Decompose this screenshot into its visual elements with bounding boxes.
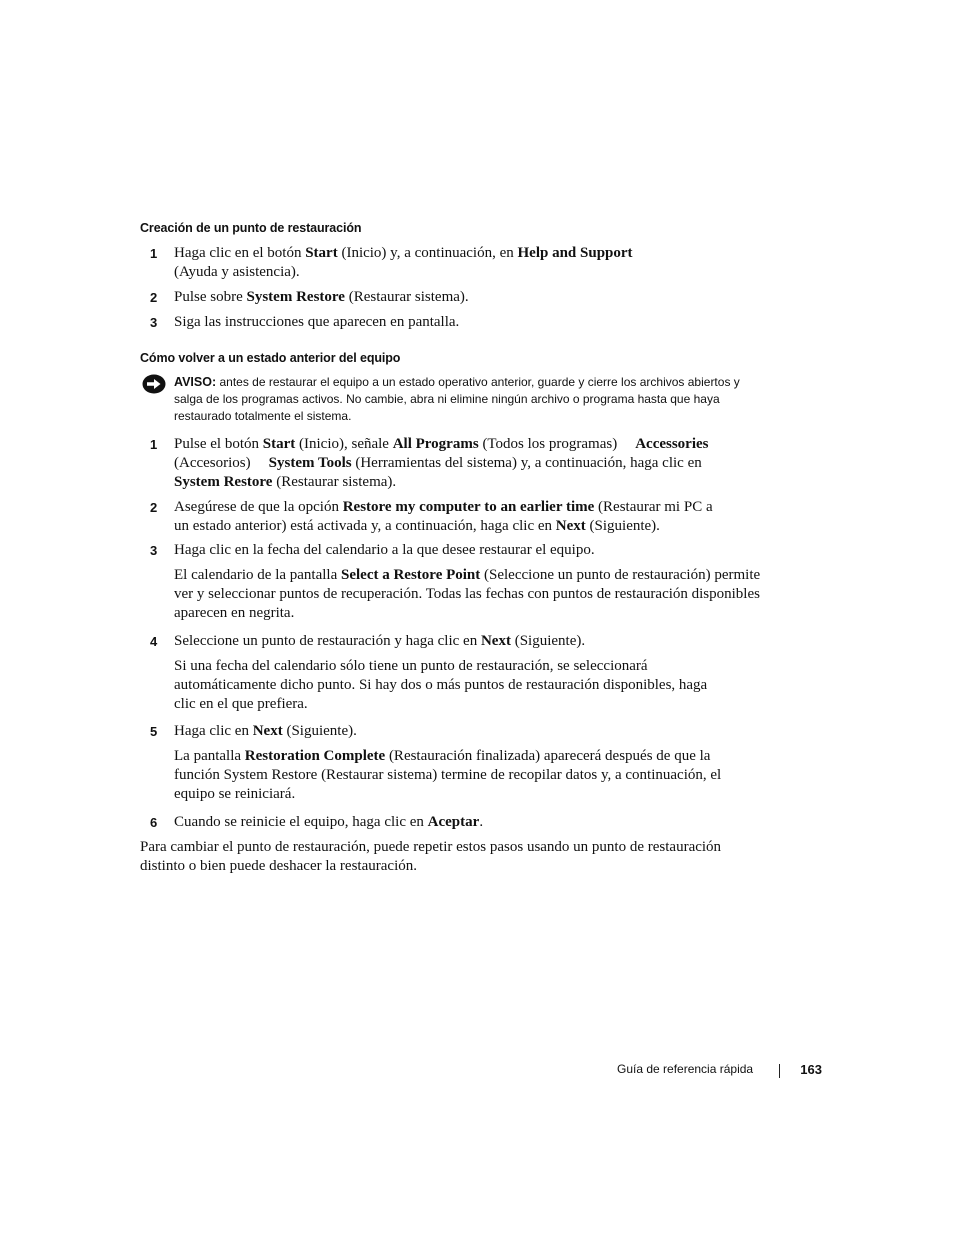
step-detail: Si una fecha del calendario sólo tiene un punto de restauración, se seleccionará automáticamente dicho punto. Si hay dos o más puntos de restauración disponibles, haga clic en el que prefiera. [174, 658, 708, 712]
footer-separator [779, 1064, 780, 1078]
notice-text: AVISO: antes de restaurar el equipo a un estado operativo anterior, guarde y cierre los archivos abiertos y salga de los programas activos. No cambie, abra ni elimine ningún archivo o programa hasta que haya restaurado totalmente el sistema. [174, 375, 740, 423]
step-number: 2 [150, 500, 158, 515]
list-item [140, 632, 760, 651]
step-detail: La pantalla Restoration Complete (Restauración finalizada) aparecerá después de que la función System Restore (Restaurar sistema) termine de recopilar datos y, a continuación, el equipo se reiniciará. [174, 748, 722, 802]
list-item [140, 722, 760, 741]
step-text: Haga clic en el botón Start (Inicio) y, a continuación, en Help and Support (Ayuda y asistencia). [174, 245, 633, 280]
step-number: 4 [150, 634, 158, 649]
step-text: Haga clic en la fecha del calendario a la que desee restaurar el equipo. [174, 542, 595, 558]
step-number: 2 [150, 290, 158, 305]
step-number: 5 [150, 724, 158, 739]
step-number: 1 [150, 437, 158, 452]
step-text: Pulse sobre System Restore (Restaurar sistema). [174, 289, 469, 305]
closing-paragraph: Para cambiar el punto de restauración, puede repetir estos pasos usando un punto de restauración distinto o bien puede deshacer la restauración. [140, 839, 722, 874]
step-text: Siga las instrucciones que aparecen en pantalla. [174, 314, 460, 330]
page-number: 163 [800, 1062, 822, 1077]
step-number: 3 [150, 315, 158, 330]
step-number: 6 [150, 815, 158, 830]
step-text: Pulse el botón Start (Inicio), señale All Programs (Todos los programas) Accessories (Accesorios) System Tools (Herramientas del sistema) y, a continuación, haga clic en System Restore (Restaurar sistema). [174, 436, 709, 490]
step-detail: El calendario de la pantalla Select a Restore Point (Seleccione un punto de restauración) permite ver y seleccionar puntos de recuperación. Todas las fechas con puntos de restauración disponibles aparecen en negrita. [174, 567, 761, 621]
list-item [140, 541, 760, 560]
notice-box [142, 374, 742, 425]
footer-title: Guía de referencia rápida [617, 1062, 754, 1076]
list-item [140, 313, 760, 332]
step-number: 3 [150, 543, 158, 558]
list-item [140, 244, 760, 282]
list-item [140, 813, 760, 832]
section-heading-create-restore-point: Creación de un punto de restauración [140, 221, 362, 235]
list-item [140, 498, 760, 536]
section-heading-restore-previous-state: Cómo volver a un estado anterior del equipo [140, 351, 401, 365]
list-item [140, 435, 760, 492]
step-text: Cuando se reinicie el equipo, haga clic en Aceptar. [174, 814, 484, 830]
list-item [140, 288, 760, 307]
notice-arrow-icon [142, 374, 166, 394]
step-text: Seleccione un punto de restauración y haga clic en Next (Siguiente). [174, 633, 586, 649]
page-footer [600, 1062, 822, 1080]
step-text: Haga clic en Next (Siguiente). [174, 723, 357, 739]
step-number: 1 [150, 246, 158, 261]
step-text: Asegúrese de que la opción Restore my computer to an earlier time (Restaurar mi PC a un estado anterior) está activada y, a continuación, haga clic en Next (Siguiente). [174, 499, 713, 534]
notice-label: AVISO: [174, 375, 217, 389]
